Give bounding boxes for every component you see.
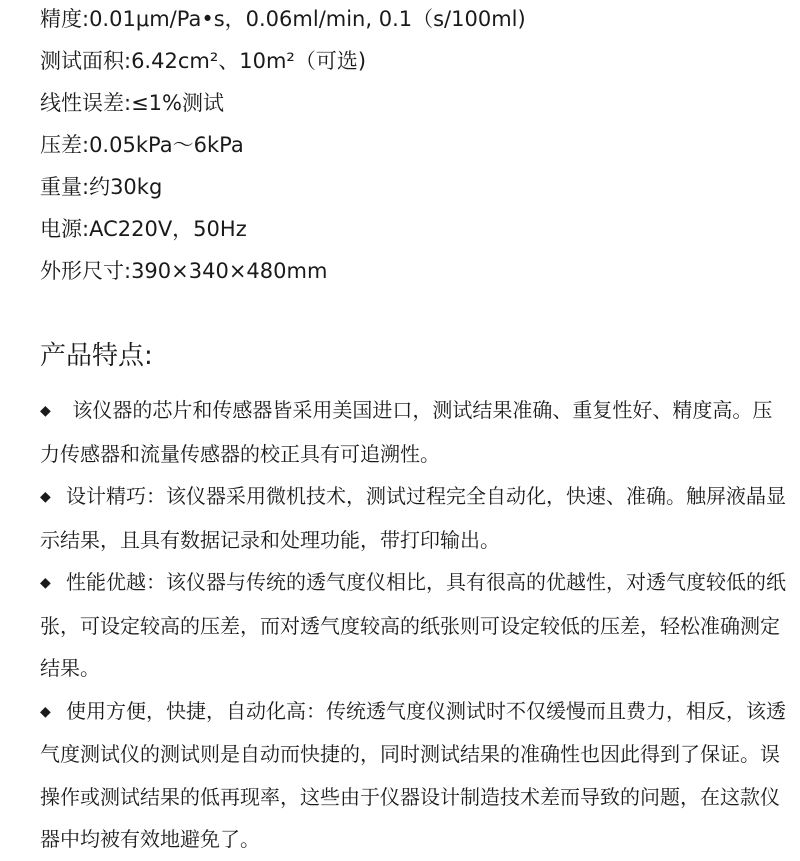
diamond-bullet-icon: ◆: [40, 703, 51, 720]
spec-power: 电源:AC220V，50Hz: [40, 217, 247, 241]
spec-weight: 重量:约30kg: [40, 175, 163, 199]
feature-list: [40, 389, 792, 861]
spec-pressure-diff: 压差:0.05kPa～6kPa: [40, 133, 244, 157]
spec-dimensions: 外形尺寸:390×340×480mm: [40, 259, 328, 283]
diamond-bullet-icon: ◆: [40, 489, 51, 505]
spec-precision: 精度:0.01μm/Pa•s，0.06ml/min, 0.1（s/100ml): [40, 7, 526, 31]
spec-test-area: 测试面积:6.42cm²、10m²（可选): [40, 49, 367, 73]
spec-list: [40, 0, 790, 294]
feature-item-usability: [40, 690, 792, 861]
feature-item-design: [40, 475, 792, 561]
section-title-features: 产品特点:: [40, 341, 153, 371]
feature-item-performance: [40, 561, 792, 690]
feature-item-chips: [40, 389, 792, 475]
feature-text: 设计精巧：该仪器采用微机技术，测试过程完全自动化，快速、准确。触屏液晶显示结果，且具有数据记录和处理功能，带打印输出。: [40, 484, 786, 552]
feature-text: 该仪器的芯片和传感器皆采用美国进口，测试结果准确、重复性好、精度高。压力传感器和流量传感器的校正具有可追溯性。: [40, 398, 773, 466]
diamond-bullet-icon: ◆: [40, 403, 51, 419]
diamond-bullet-icon: ◆: [40, 575, 51, 591]
feature-text: 性能优越：该仪器与传统的透气度仪相比，具有很高的优越性，对透气度较低的纸张，可设定较高的压差，而对透气度较高的纸张则可设定较低的压差，轻松准确测定结果。: [40, 570, 786, 680]
feature-text: 使用方便，快捷，自动化高：传统透气度仪测试时不仅缓慢而且费力，相反，该透气度测试仪的测试则是自动而快捷的，同时测试结果的准确性也因此得到了保证。误操作或测试结果的低再现率，这些由于仪器设计制造技术差而导致的问题，在这款仪器中均被有效地避免了。: [40, 698, 786, 851]
spec-linear-error: 线性误差:≤1%测试: [40, 91, 224, 115]
